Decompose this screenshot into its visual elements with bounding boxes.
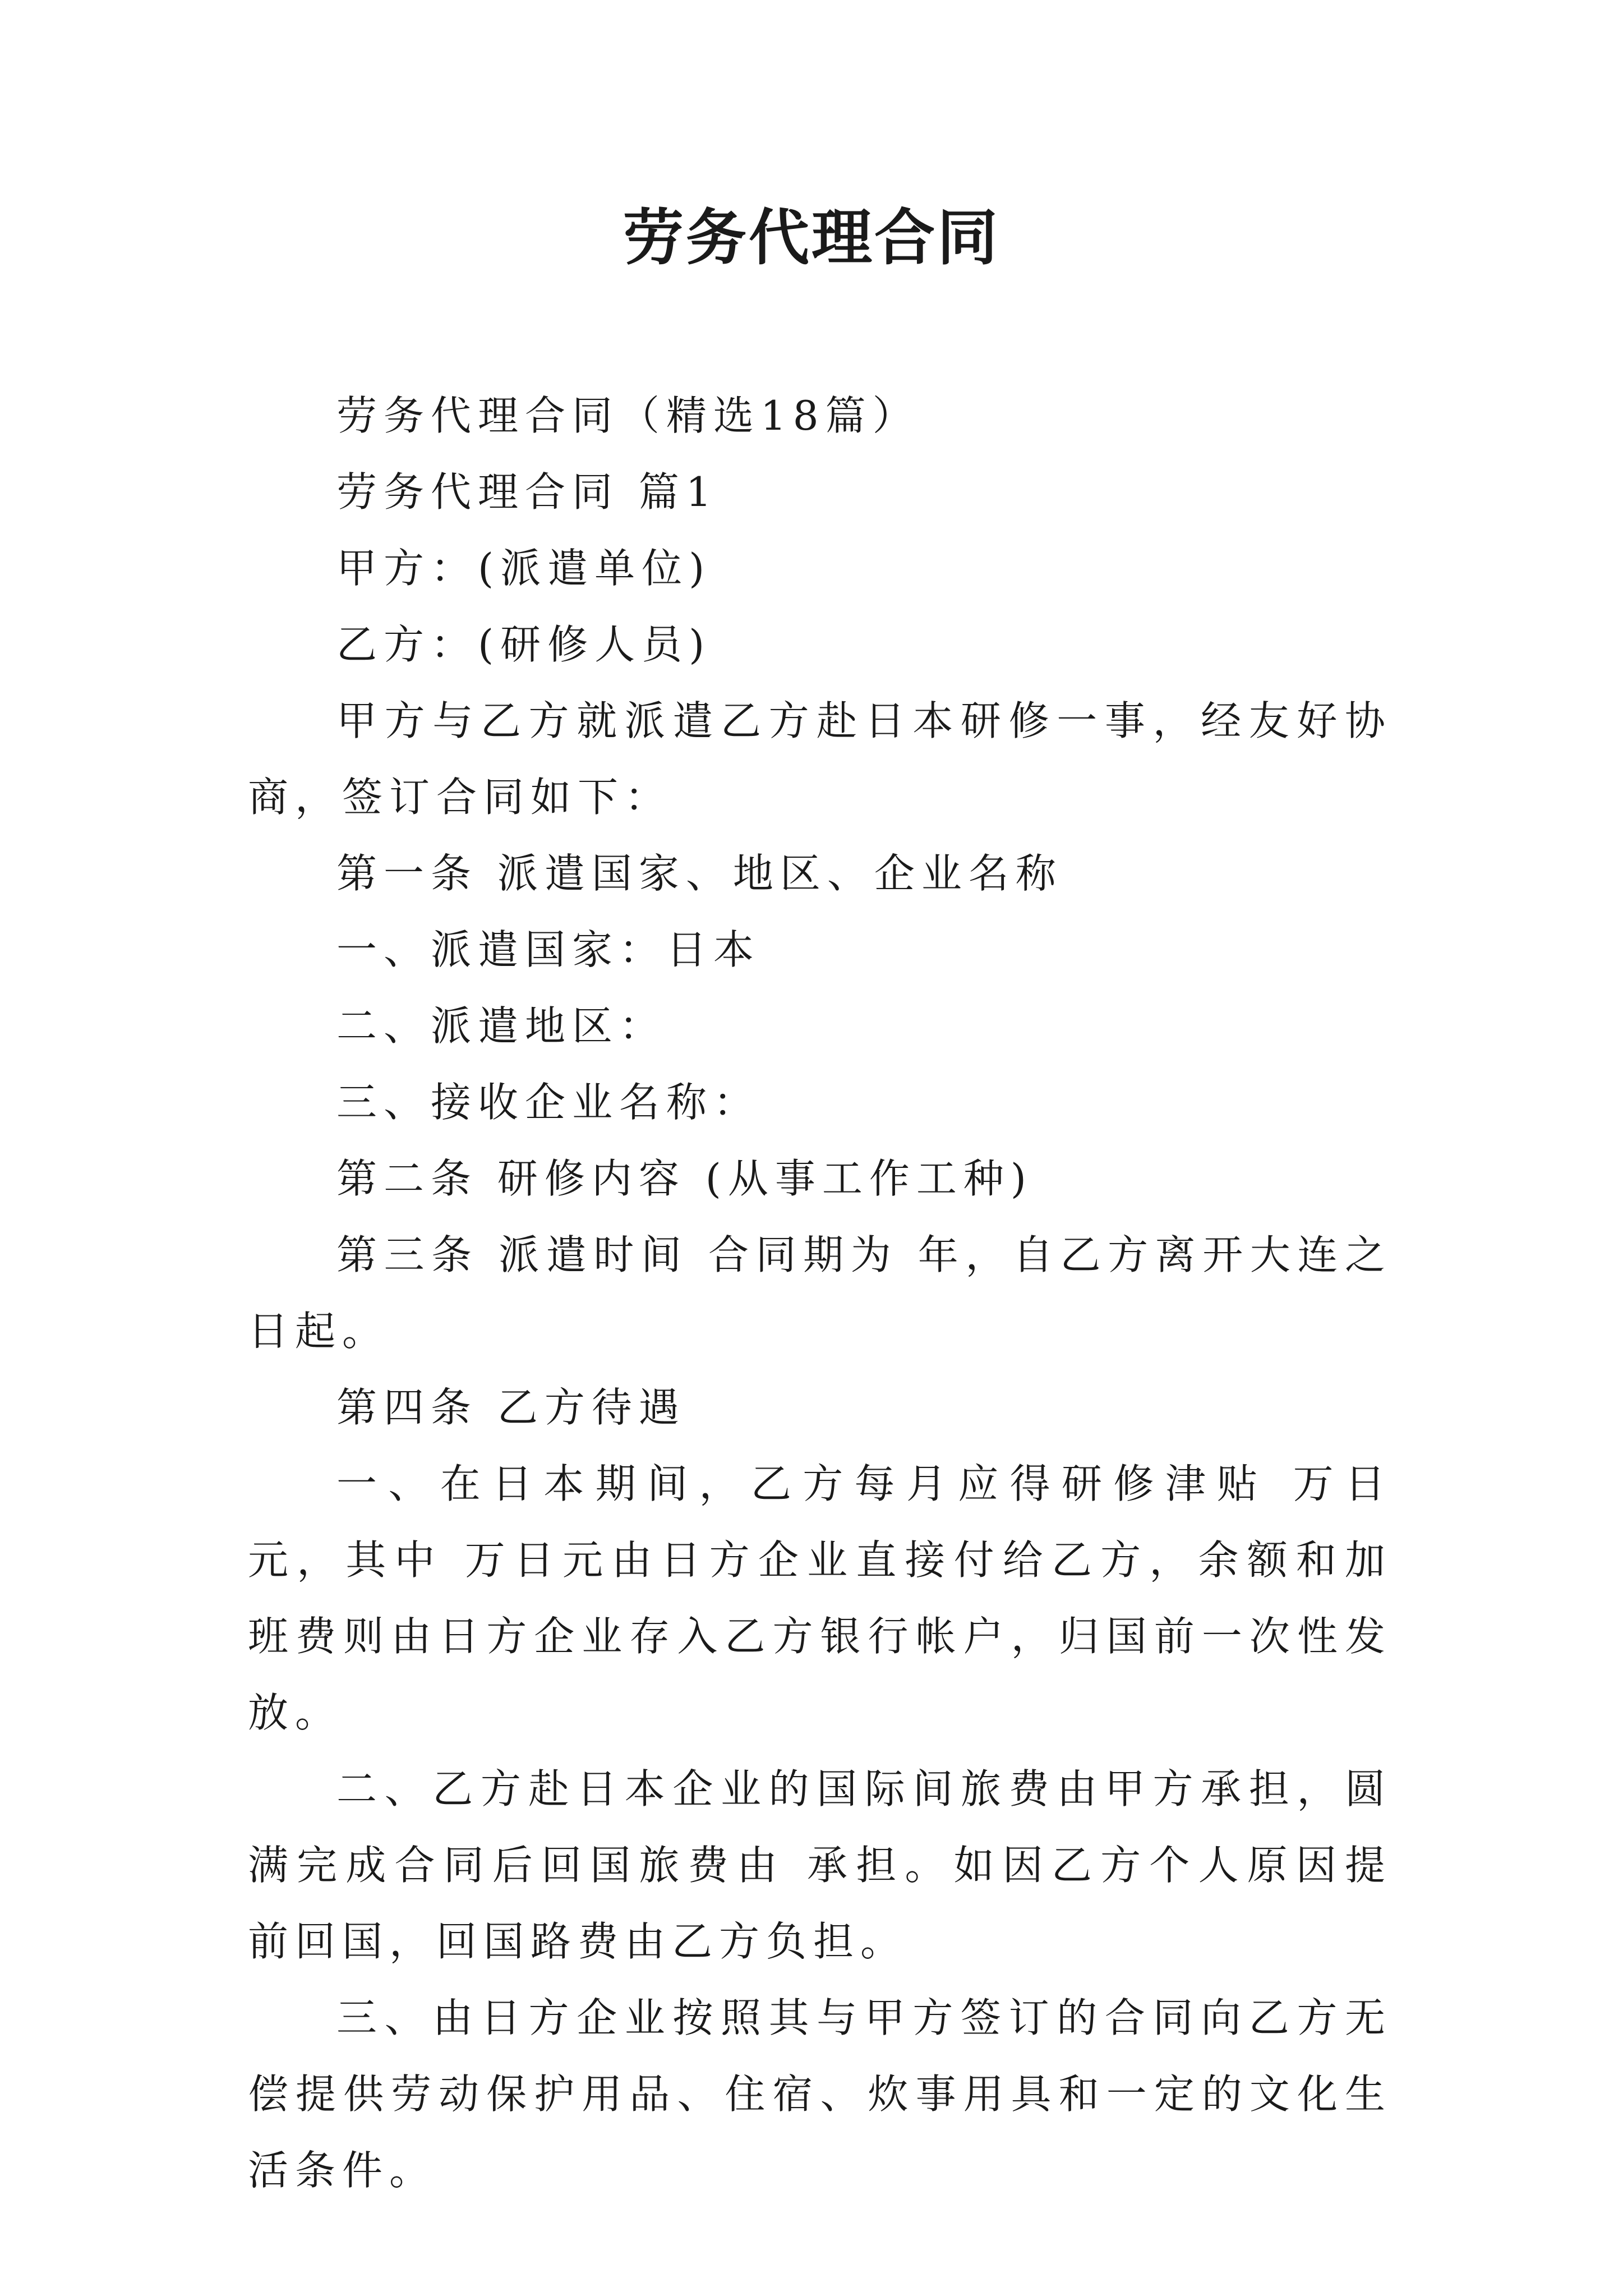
paragraph-subtitle: 劳务代理合同（精选18篇） xyxy=(336,392,920,439)
paragraph-party-a: 甲方：(派遣单位) xyxy=(336,545,712,592)
paragraph-article-1-item-1: 一、派遣国家：日本 xyxy=(336,926,761,973)
paragraph-section-heading: 劳务代理合同 篇1 xyxy=(336,468,718,516)
paragraph-article-1-item-3: 三、接收企业名称： xyxy=(336,1079,761,1126)
paragraph-article-4-item-3: 三、由日方企业按照其与甲方签订的合同向乙方无偿提供劳动保护用品、住宿、炊事用具和一定的文化生活条件。 xyxy=(248,1994,1392,2194)
paragraph-party-b: 乙方：(研修人员) xyxy=(336,621,712,668)
paragraph-article-4-item-1: 一、在日本期间，乙方每月应得研修津贴 万日元，其中 万日元由日方企业直接付给乙方，余额和加班费则由日方企业存入乙方银行帐户，归国前一次性发放。 xyxy=(248,1460,1392,1736)
paragraph-article-1: 第一条 派遣国家、地区、企业名称 xyxy=(336,850,1063,897)
paragraph-article-2: 第二条 研修内容 (从事工作工种) xyxy=(336,1155,1033,1202)
document-body xyxy=(248,378,1392,2208)
paragraph-article-3: 第三条 派遣时间 合同期为 年，自乙方离开大连之日起。 xyxy=(248,1231,1392,1355)
paragraph-article-4-item-2: 二、乙方赴日本企业的国际间旅费由甲方承担，圆满完成合同后回国旅费由 承担。如因乙方个人原因提前回国，回国路费由乙方负担。 xyxy=(248,1765,1392,1965)
paragraph-preamble: 甲方与乙方就派遣乙方赴日本研修一事，经友好协商，签订合同如下： xyxy=(248,697,1392,821)
document-title: 劳务代理合同 xyxy=(623,203,1000,273)
paragraph-article-4: 第四条 乙方待遇 xyxy=(336,1384,686,1431)
paragraph-article-1-item-2: 二、派遣地区： xyxy=(336,1002,667,1050)
